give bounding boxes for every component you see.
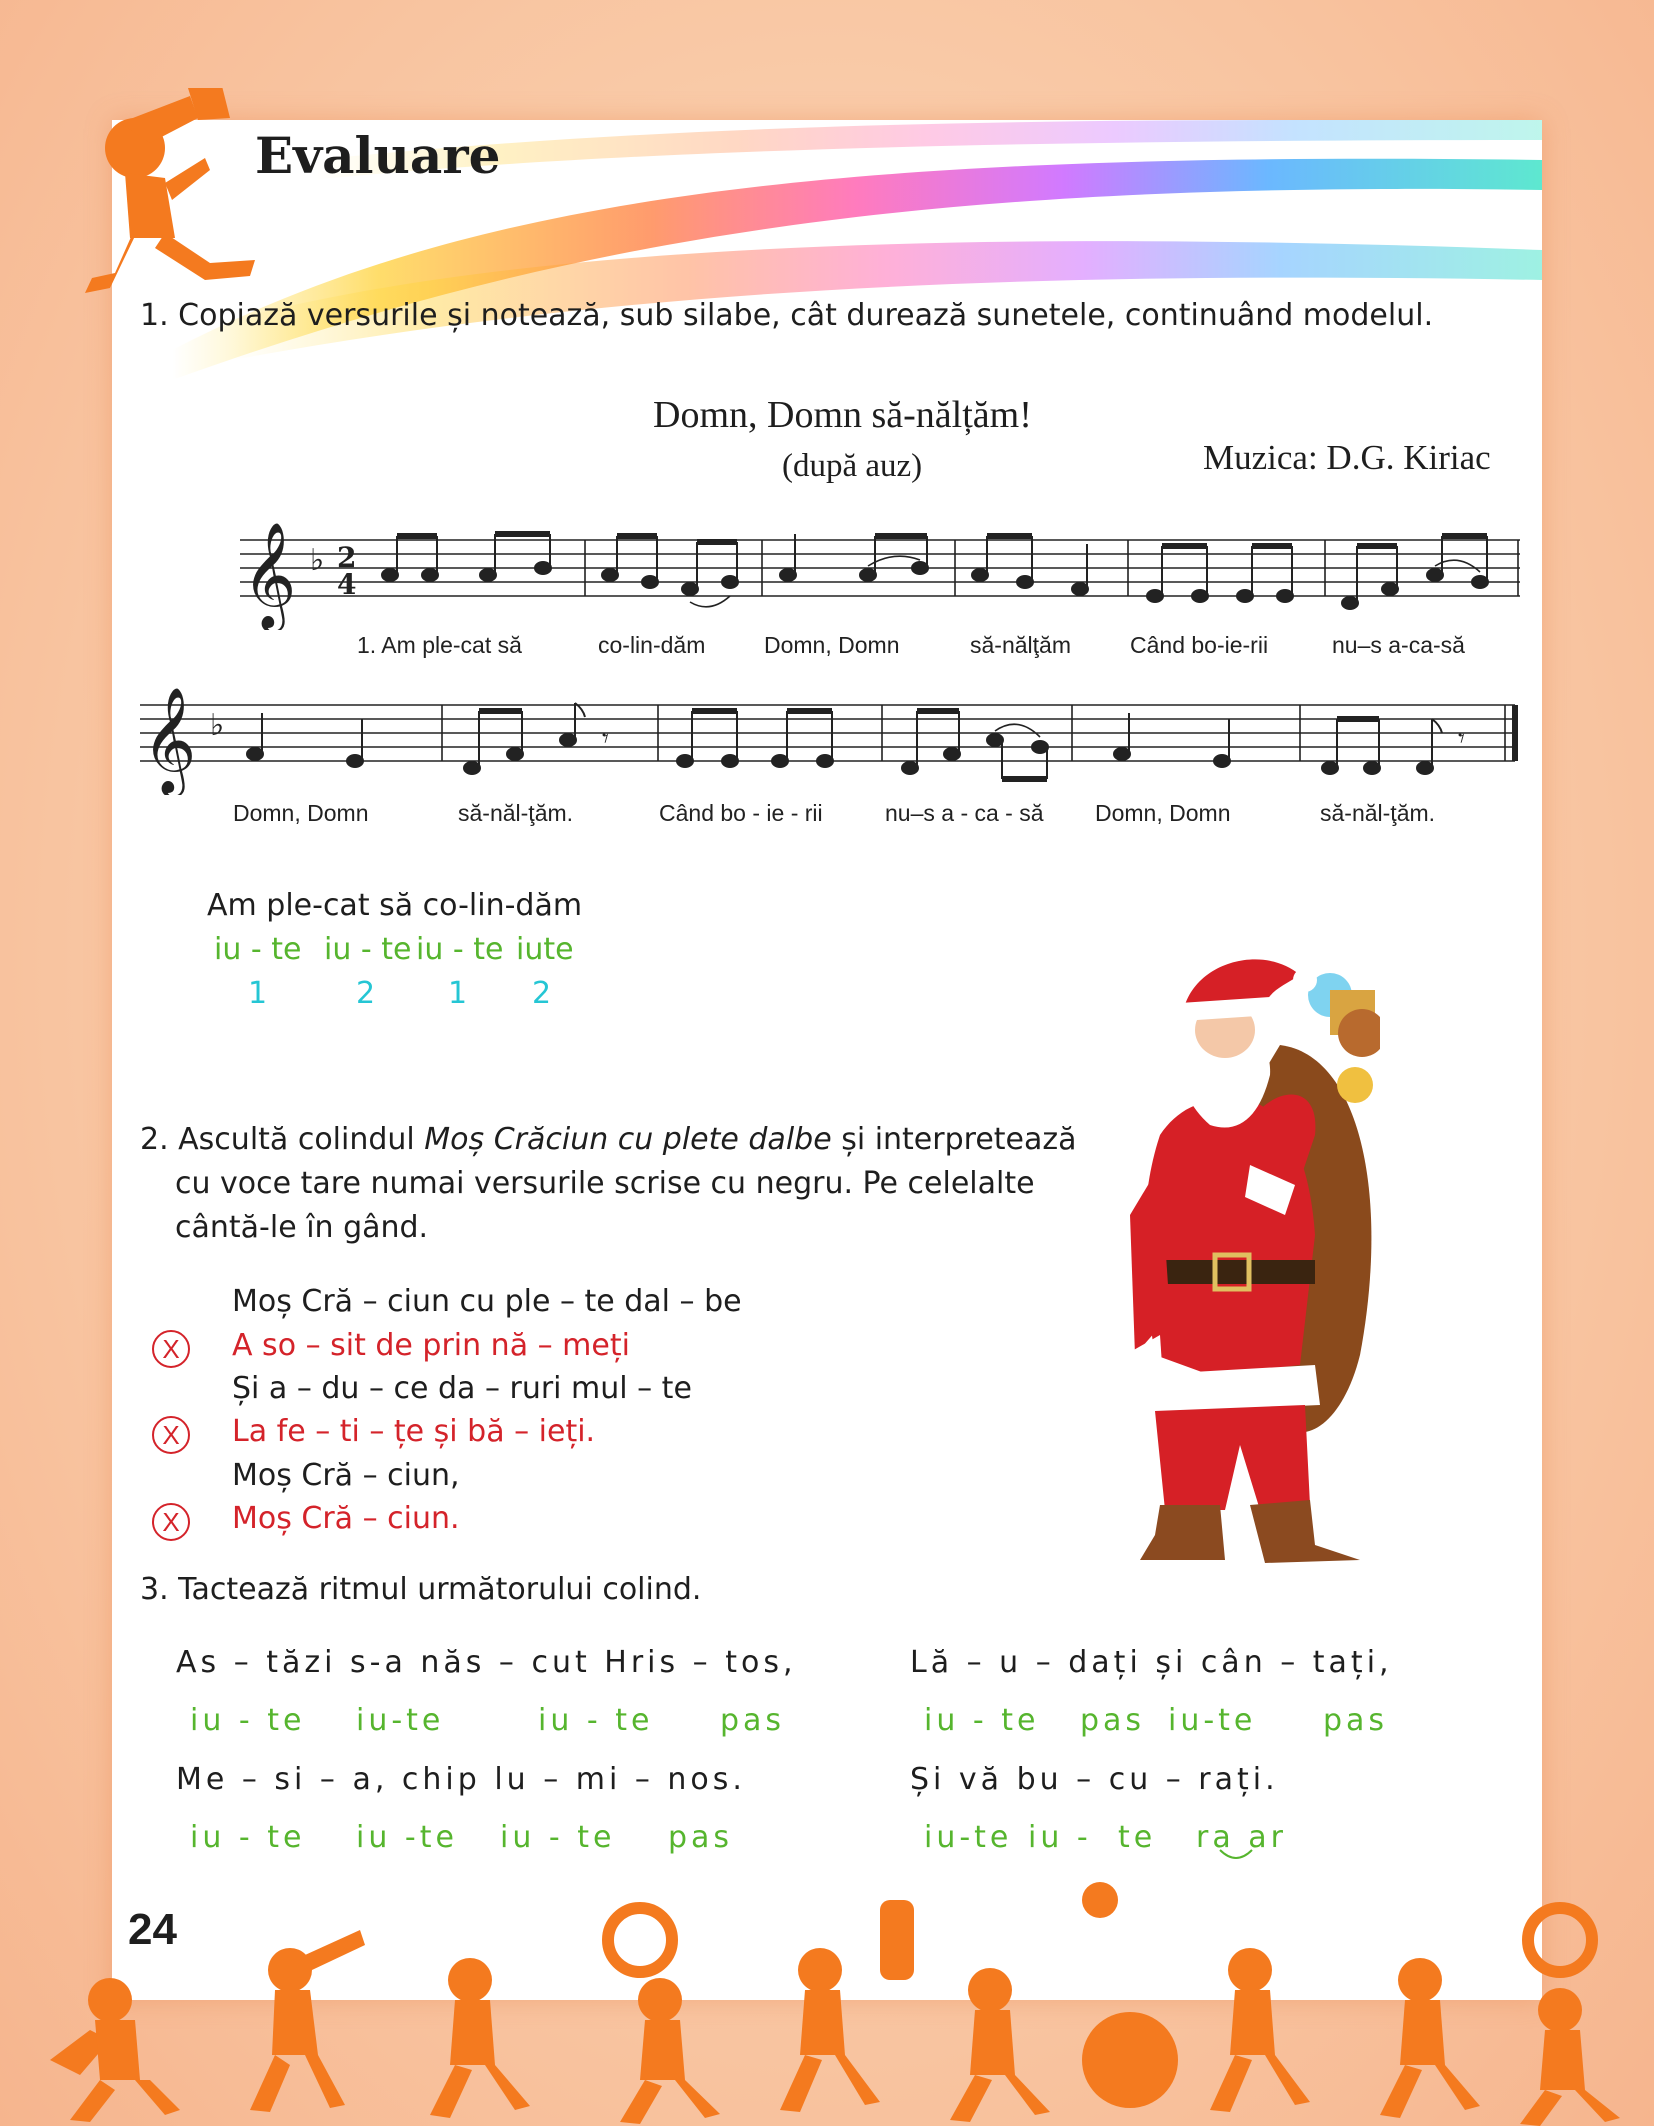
rhythm-syllable: iu - te (924, 1703, 1040, 1738)
rhythm-verse-left-1: As – tăzi s-a năs – cut Hris – tos, (176, 1645, 797, 1680)
rhythm-verse-left-2: Me – si – a, chip lu – mi – nos. (176, 1762, 746, 1797)
rhythm-syllable: pas (668, 1820, 734, 1855)
rhythm-syllable: iu - (1028, 1820, 1092, 1855)
music-staff-1 (240, 520, 1525, 630)
rhythm-syllable: iu - te (538, 1703, 654, 1738)
exercise2-instruction-part1: 2. Ascultă colindul (140, 1122, 425, 1157)
staff2-lyric: Domn, Domn (233, 800, 369, 826)
carol-line: A so – sit de prin nă – meți (232, 1328, 630, 1363)
staff1-lyric: Când bo-ie-rii (1130, 632, 1269, 658)
example-duration: iute (516, 932, 574, 967)
flat-sign-icon: ♭ (210, 708, 225, 743)
rhythm-syllable: te (1118, 1820, 1157, 1855)
svg-text:𝄾: 𝄾 (1458, 724, 1465, 754)
rhythm-syllable: iu-te (924, 1820, 1013, 1855)
song-name: Moș Crăciun cu plete dalbe (424, 1122, 832, 1157)
song-title: Domn, Domn să-nălțăm! (653, 394, 1032, 436)
rhythm-syllable: pas (720, 1703, 786, 1738)
rhythm-syllable: iu-te (356, 1703, 445, 1738)
page-number: 24 (128, 1905, 177, 1954)
time-signature-bottom: 4 (337, 568, 357, 601)
flat-sign-icon: ♭ (310, 543, 325, 578)
treble-clef-icon: 𝄞 (242, 521, 297, 628)
example-count: 1 (448, 976, 468, 1011)
example-duration: iu - te (214, 932, 302, 967)
music-staff-2 (140, 685, 1530, 795)
example-count: 1 (248, 976, 268, 1011)
x-mark-icon: X (152, 1503, 190, 1541)
musicians-footer-decoration (0, 1860, 1654, 2126)
exercise2-instruction-part2: și interpretează (831, 1122, 1077, 1157)
rhythm-syllable: pas (1080, 1703, 1146, 1738)
example-count: 2 (532, 976, 552, 1011)
exercise3-instruction: 3. Tactează ritmul următorului colind. (140, 1572, 702, 1607)
rhythm-syllable: iu - te (190, 1820, 306, 1855)
staff1-lyric: să-nălţăm (970, 632, 1071, 658)
exercise2-instruction (140, 1122, 1077, 1157)
rhythm-verse-right-1: Lă – u – dați și cân – tați, (910, 1645, 1393, 1680)
carol-line: Moș Cră – ciun, (232, 1458, 460, 1493)
exercise1-instruction: 1. Copiază versurile și notează, sub silabe, cât durează sunetele, continuând modelul. (140, 298, 1434, 333)
song-note: (după auz) (782, 448, 923, 484)
carol-line: La fe – ti – țe și bă – ieți. (232, 1414, 596, 1449)
exercise2-instruction-line2: cu voce tare numai versurile scrise cu negru. Pe celelalte (175, 1166, 1035, 1201)
staff1-lyric: Domn, Domn (764, 632, 900, 658)
example-count: 2 (356, 976, 376, 1011)
page-title: Evaluare (255, 126, 501, 185)
example-duration: iu - te (416, 932, 504, 967)
staff2-lyric: Domn, Domn (1095, 800, 1231, 826)
treble-clef-icon: 𝄞 (142, 686, 197, 793)
carol-line: Și a – du – ce da – ruri mul – te (232, 1371, 692, 1406)
example-line: Am ple-cat să co-lin-dăm (207, 888, 583, 923)
rhythm-syllable: iu - te (500, 1820, 616, 1855)
trumpeter-mascot-icon (80, 88, 260, 308)
santa-claus-illustration (1100, 935, 1380, 1565)
svg-text:𝄾: 𝄾 (602, 724, 609, 754)
staff1-lyric: nu–s a-ca-să (1332, 632, 1465, 658)
example-duration: iu - te (324, 932, 412, 967)
staff2-lyric: Când bo - ie - rii (659, 800, 823, 826)
x-mark-icon: X (152, 1416, 190, 1454)
staff1-lyric: 1. Am ple-cat să (357, 632, 522, 658)
rhythm-syllable: iu - te (190, 1703, 306, 1738)
staff1-lyric: co-lin-dăm (598, 632, 706, 658)
rhythm-verse-right-2: Și vă bu – cu – rați. (910, 1762, 1279, 1797)
rhythm-syllable: pas (1323, 1703, 1389, 1738)
staff2-lyric: să-năl-ţăm. (1320, 800, 1436, 826)
rhythm-syllable: iu-te (1168, 1703, 1257, 1738)
staff2-lyric: nu–s a - ca - să (885, 800, 1044, 826)
staff2-lyric: să-năl-ţăm. (458, 800, 574, 826)
carol-line: Moș Cră – ciun cu ple – te dal – be (232, 1284, 742, 1319)
rhythm-syllable: ra ar (1196, 1820, 1287, 1855)
time-signature-top: 2 (337, 541, 357, 574)
rhythm-syllable: iu -te (356, 1820, 458, 1855)
carol-line: Moș Cră – ciun. (232, 1501, 460, 1536)
composer-credit: Muzica: D.G. Kiriac (1203, 438, 1491, 477)
x-mark-icon: X (152, 1330, 190, 1368)
exercise2-instruction-line3: cântă-le în gând. (175, 1210, 429, 1245)
